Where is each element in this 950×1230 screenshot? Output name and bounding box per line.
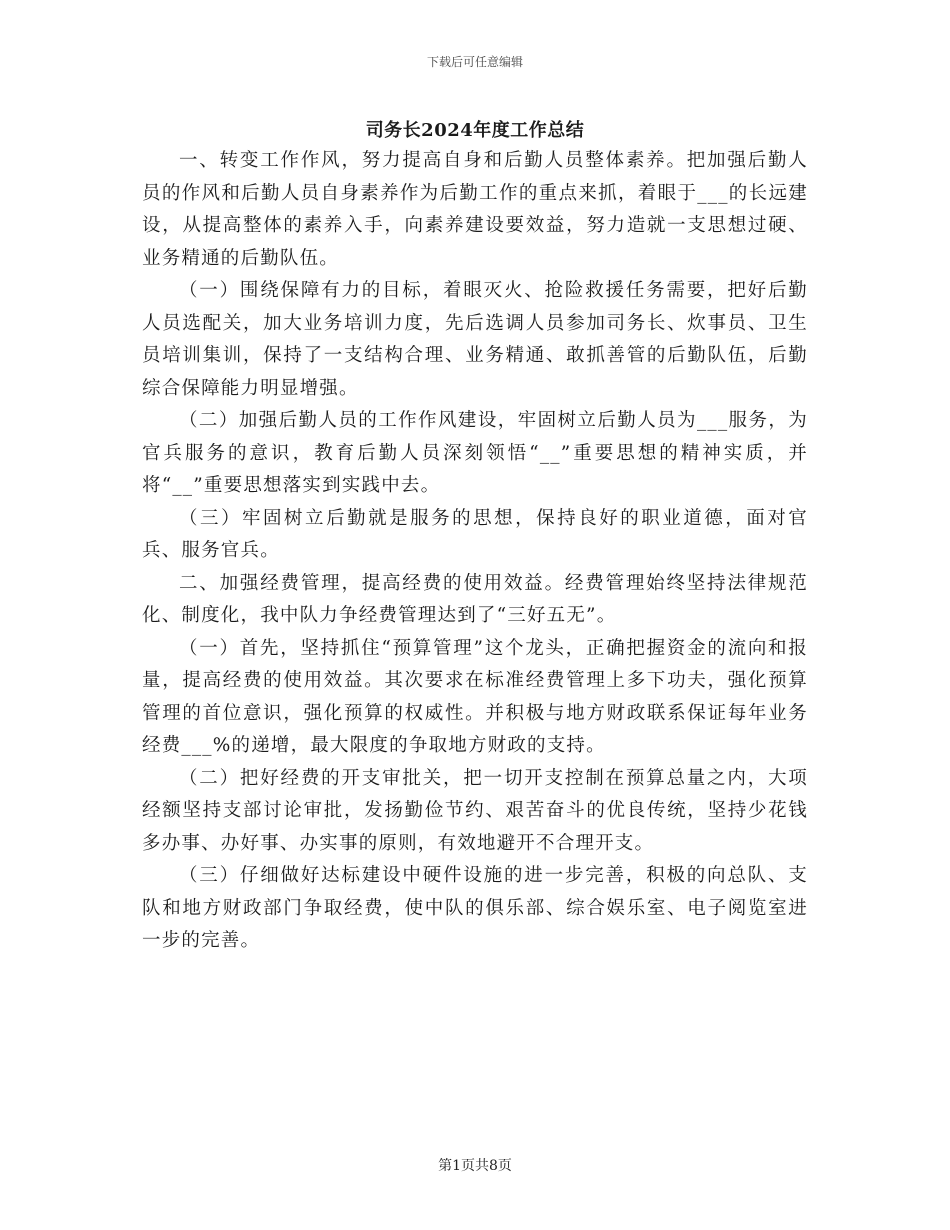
paragraph-8: （三）仔细做好达标建设中硬件设施的进一步完善，积极的向总队、支队和地方财政部门争取经费，使中队的俱乐部、综合娱乐室、电子阅览室进一步的完善。 (142, 865, 808, 951)
paragraph-6: （一）首先，坚持抓住“预算管理”这个龙头，正确把握资金的流向和报量，提高经费的使用效益。其次要求在标准经费管理上多下功夫，强化预算管理的首位意识，强化预算的权威性。并积极与地方财政联系保证每年业务经费___%的递增，最大限度的争取地方财政的支持。 (142, 637, 808, 756)
paragraph-7: （二）把好经费的开支审批关，把一切开支控制在预算总量之内，大项经额坚持支部讨论审批，发扬勤俭节约、艰苦奋斗的优良传统，坚持少花钱多办事、办好事、办实事的原则，有效地避开不合理开支。 (142, 767, 808, 854)
paragraph-3: （二）加强后勤人员的工作作风建设，牢固树立后勤人员为___服务，为官兵服务的意识，教育后勤人员深刻领悟“__”重要思想的精神实质，并将“__”重要思想落实到实践中去。 (142, 410, 808, 496)
document-body (142, 145, 808, 958)
paragraph-4: （三）牢固树立后勤就是服务的思想，保持良好的职业道德，面对官兵、服务官兵。 (142, 507, 808, 561)
header-note: 下载后可任意编辑 (426, 55, 523, 69)
paragraph-1: 一、转变工作作风，努力提高自身和后勤人员整体素养。把加强后勤人员的作风和后勤人员自身素养作为后勤工作的重点来抓，着眼于___的长远建设，从提高整体的素养入手，向素养建设要效益，努力造就一支思想过硬、业务精通的后勤队伍。 (142, 150, 808, 269)
page-footer: 第1页共8页 (438, 1158, 512, 1174)
paragraph-2: （一）围绕保障有力的目标，着眼灭火、抢险救援任务需要，把好后勤人员选配关，加大业务培训力度，先后选调人员参加司务长、炊事员、卫生员培训集训，保持了一支结构合理、业务精通、敢抓善管的后勤队伍，后勤综合保障能力明显增强。 (142, 280, 808, 399)
document-title: 司务长2024年度工作总结 (365, 120, 585, 141)
paragraph-5: 二、加强经费管理，提高经费的使用效益。经费管理始终坚持法律规范化、制度化，我中队力争经费管理达到了“三好五无”。 (142, 572, 808, 626)
